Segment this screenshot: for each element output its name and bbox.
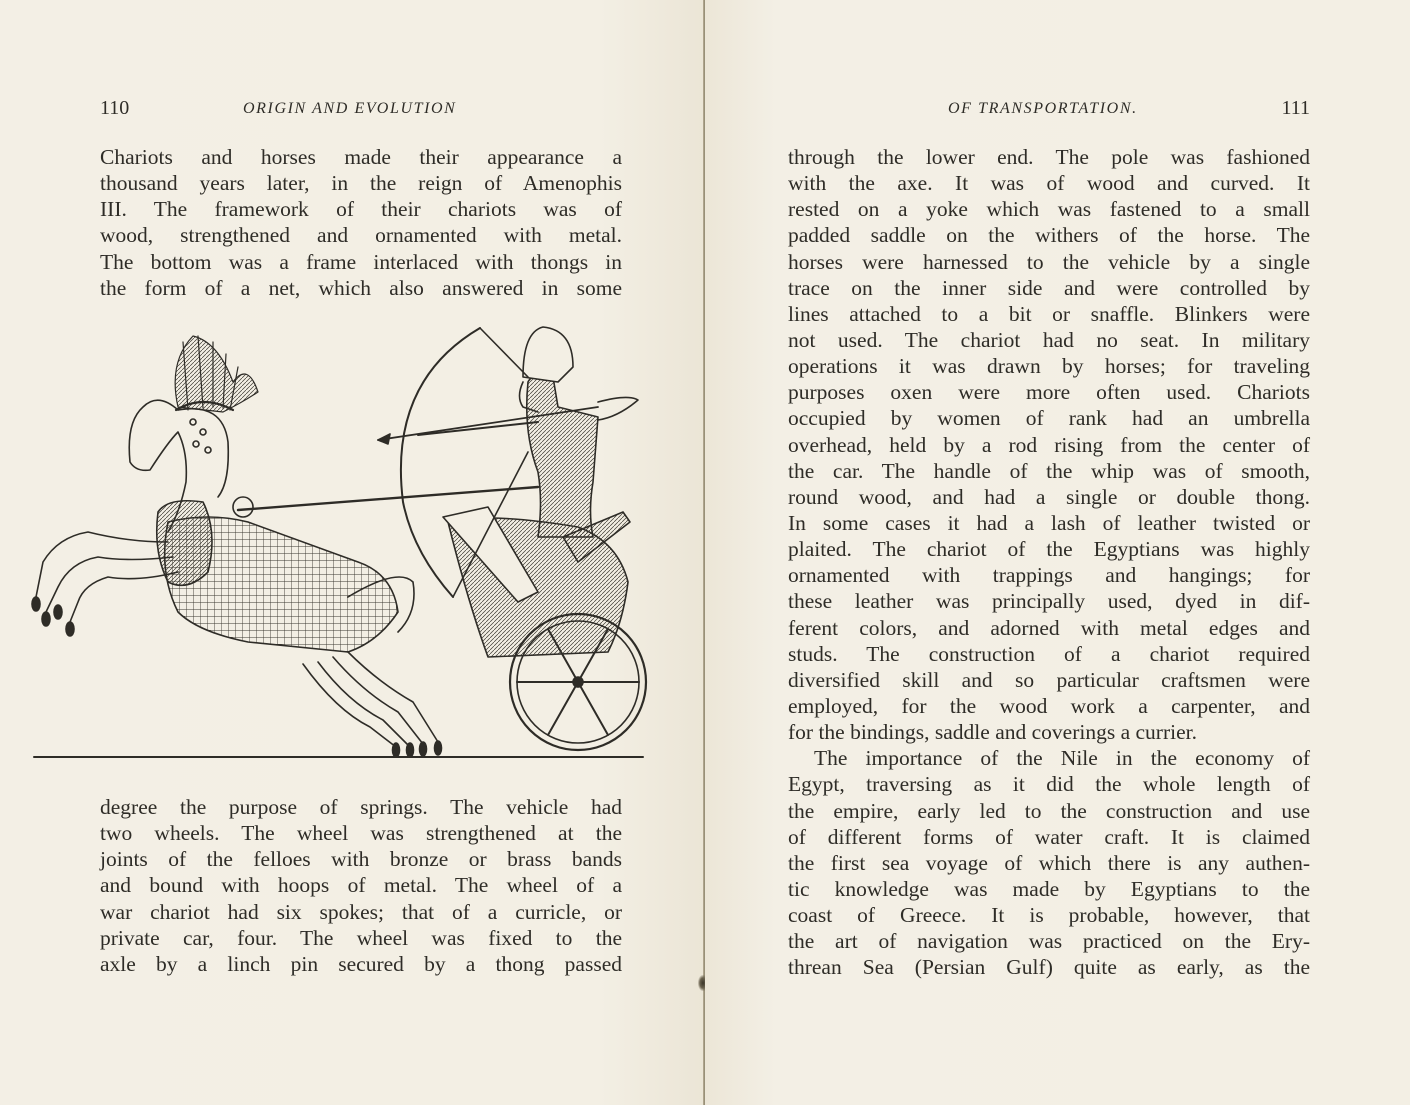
text-line: trace on the inner side and were controlled by <box>788 275 1310 300</box>
text-line: for the bindings, saddle and coverings a currier. <box>788 720 1197 745</box>
text-line: degree the purpose of springs. The vehicle had <box>100 795 622 819</box>
running-head-title-left: ORIGIN AND EVOLUTION <box>243 100 457 117</box>
text-line: Egypt, traversing as it did the whole length of <box>788 772 1310 797</box>
page-number-left: 110 <box>100 97 130 119</box>
text-line: purposes oxen were more often used. Chariots <box>788 380 1310 405</box>
text-line: tic knowledge was made by Egyptians to the <box>788 876 1310 901</box>
text-line: In some cases it had a lash of leather twisted or <box>788 510 1310 535</box>
text-line: threan Sea (Persian Gulf) quite as early, as the <box>788 955 1310 980</box>
chariot-archer-engraving-icon <box>18 322 658 762</box>
text-line: diversified skill and so particular craftsmen were <box>788 667 1310 692</box>
text-line: joints of the felloes with bronze or brass bands <box>100 847 622 872</box>
running-head-title-right: OF TRANSPORTATION. <box>948 100 1138 117</box>
text-line: axle by a linch pin secured by a thong passed <box>100 951 622 976</box>
text-line: horses were harnessed to the vehicle by a single <box>788 249 1310 274</box>
text-line: rested on a yoke which was fastened to a small <box>788 197 1310 222</box>
text-line: The importance of the Nile in the economy of <box>814 746 1310 771</box>
right-running-head <box>788 96 1310 120</box>
text-line: through the lower end. The pole was fashioned <box>788 145 1310 169</box>
text-line: overhead, held by a rod rising from the center of <box>788 432 1310 457</box>
text-line: thousand years later, in the reign of Amenophis <box>100 171 622 196</box>
text-line: employed, for the wood work a carpenter, and <box>788 693 1310 718</box>
text-line: ferent colors, and adorned with metal edges and <box>788 615 1310 640</box>
text-line: the empire, early led to the construction and use <box>788 798 1310 823</box>
text-line: not used. The chariot had no seat. In military <box>788 327 1310 352</box>
text-line: ornamented with trappings and hangings; for <box>788 563 1310 588</box>
right-page <box>705 0 1410 1105</box>
text-line: with the axe. It was of wood and curved. It <box>788 171 1310 196</box>
text-line: the first sea voyage of which there is any authen- <box>788 850 1310 875</box>
text-line: the car. The handle of the whip was of smooth, <box>788 458 1310 483</box>
text-line: occupied by women of rank had an umbrella <box>788 406 1310 431</box>
text-line: operations it was drawn by horses; for traveling <box>788 354 1310 379</box>
right-text-column <box>788 144 1310 981</box>
text-line: these leather was principally used, dyed in dif- <box>788 589 1310 614</box>
text-line: studs. The construction of a chariot required <box>788 641 1310 666</box>
text-line: III. The framework of their chariots was of <box>100 197 622 222</box>
text-line: padded saddle on the withers of the horse. The <box>788 223 1310 248</box>
text-line: The bottom was a frame interlaced with thongs in <box>100 249 622 274</box>
text-line: wood, strengthened and ornamented with metal. <box>100 223 622 248</box>
text-line: lines attached to a bit or snaffle. Blinkers were <box>788 301 1310 326</box>
left-bottom-paragraph <box>100 794 622 977</box>
text-line: war chariot had six spokes; that of a curricle, or <box>100 899 622 924</box>
text-line: round wood, and had a single or double thong. <box>788 484 1310 509</box>
chariot-illustration <box>18 322 658 762</box>
left-top-paragraph <box>100 144 622 301</box>
text-line: private car, four. The wheel was fixed to the <box>100 925 622 950</box>
page-number-right: 111 <box>1281 97 1310 119</box>
text-line: two wheels. The wheel was strengthened at the <box>100 821 622 846</box>
text-line: plaited. The chariot of the Egyptians was highly <box>788 537 1310 562</box>
text-line: Chariots and horses made their appearance a <box>100 145 622 169</box>
text-line: and bound with hoops of metal. The wheel of a <box>100 873 622 898</box>
left-running-head <box>100 96 622 120</box>
text-line: the form of a net, which also answered in some <box>100 275 622 300</box>
text-line: the art of navigation was practiced on the Ery- <box>788 929 1310 954</box>
text-line: of different forms of water craft. It is claimed <box>788 824 1310 849</box>
text-line: coast of Greece. It is probable, however, that <box>788 903 1310 928</box>
